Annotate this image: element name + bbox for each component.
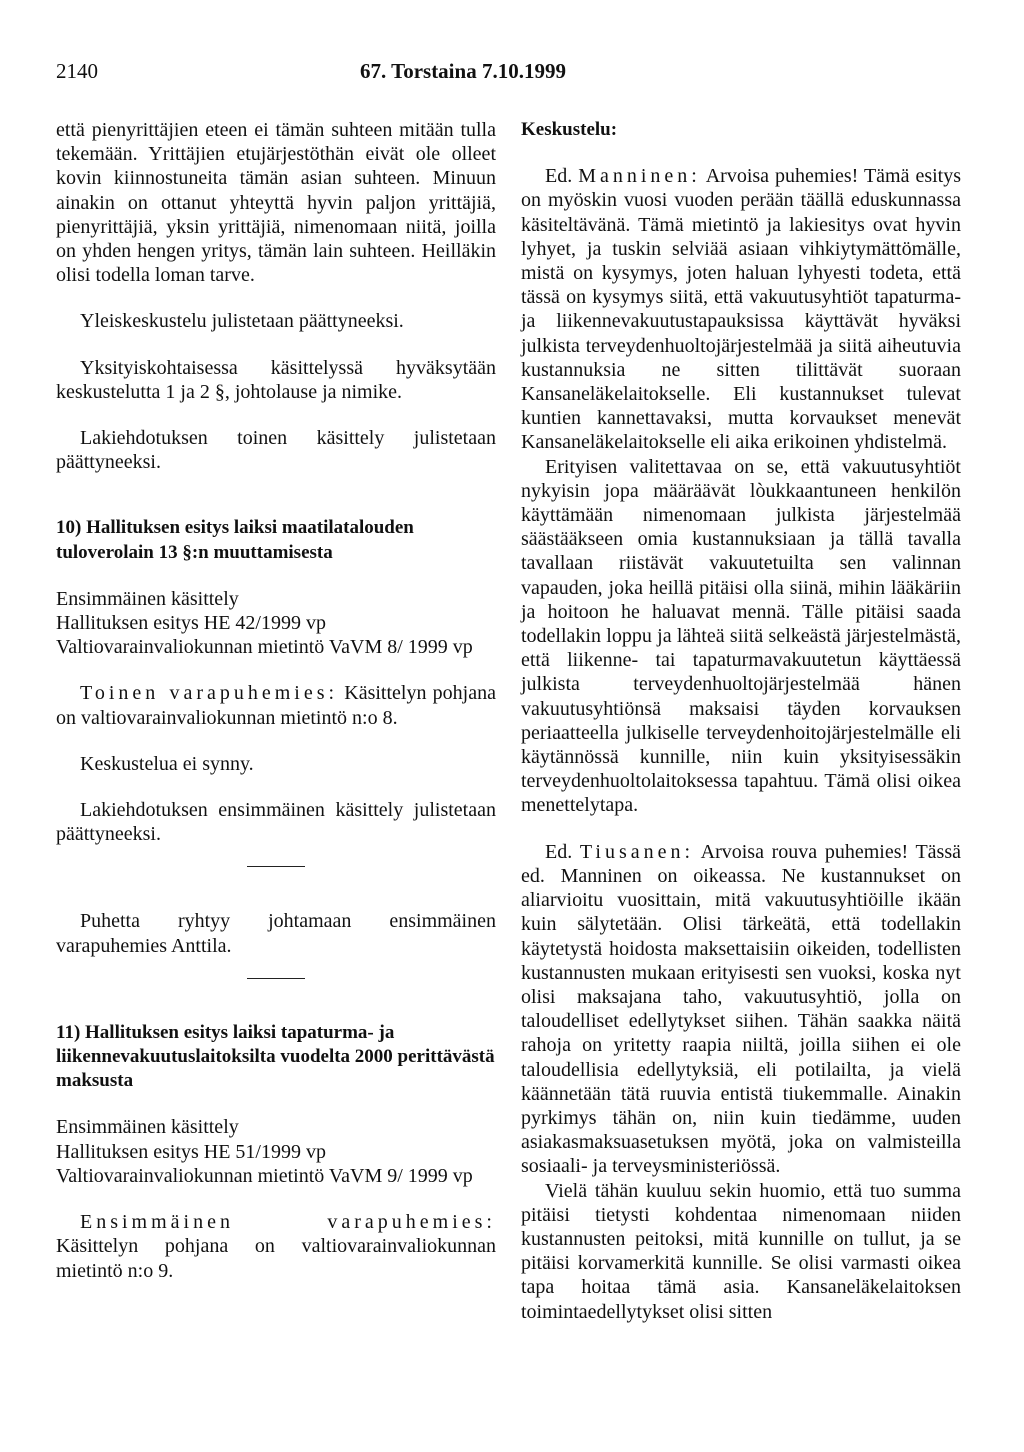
first-reading-closed: Lakiehdotuksen ensimmäinen käsittely julistetaan päättyneeksi.	[56, 799, 496, 846]
discussion-label: Keskustelu:	[521, 119, 618, 140]
chair-statement-10	[56, 681, 496, 729]
speech-text: Käsittelyn pohjana on valtiovarainvaliokunnan mietintö n:o 9.	[56, 1235, 496, 1282]
government-proposal: Hallituksen esitys HE 42/1999 vp	[56, 612, 326, 635]
chair-statement-11	[56, 1210, 496, 1283]
speaker-name: Tiusanen:	[579, 840, 695, 863]
speaker-prefix: Ed.	[545, 840, 580, 863]
speech-text: Arvoisa puhemies! Tämä esitys on myöskin vuosi vuoden perään täällä eduskunnassa käsiteltävänä. Tämä mietintö ja lakiesitys ovat hyvin lyhyet, ja tuskin selviää asiaan vihkiytymättömälle, mistä on kysymys, joten haluan lyhyesti todeta, että tässä on kysymys siitä, että vakuutusyhtiöt tapaturma- ja liikennevakuutustapauksissa käyttävät hyväksi julkista terveydenhuoltojärjestelmää ja siitä aiheutuvia kustannuksia ne sitten tilittävät suoraan Kansaneläkelaitokselle. Eli kustannukset tulevat kuntien kannettavaksi, mutta korvaukset menevät Kansaneläkelaitokselle eli aika erikoinen yhdistelmä.	[521, 165, 962, 454]
committee-report: Valtiovarainvaliokunnan mietintö VaVM 8/ 1999 vp	[56, 636, 473, 659]
reading-label: Ensimmäinen käsittely	[56, 1116, 239, 1139]
speaker-name: Manninen:	[578, 165, 701, 188]
item-10-heading: 10) Hallituksen esitys laiksi maatilatalouden tuloverolain 13 §:n muuttamisesta	[56, 517, 414, 563]
paragraph-continuation: että pienyrittäjien eteen ei tämän suhteen mitään tulla tekemään. Yrittäjien etujärjestöthän eivät ole olleet kovin kiinnostuneita tämän asian suhteen. Minuun ainakin on ottanut yhteyttä hyvin paljon yrittäjiä, pienyrittäjiä, yksin yrittäjiä, nimenomaan niitä, joilla on yhden hengen yritys, tämän lain suhteen. Heilläkin olisi todella loman tarve.	[56, 119, 496, 287]
speaker-name: Ensimmäinen varapuhemies:	[80, 1211, 496, 1234]
reading-label: Ensimmäinen käsittely	[56, 587, 239, 610]
section-divider	[247, 866, 305, 867]
speech-text: Arvoisa rouva puhemies! Tässä ed. Manninen on oikeassa. Ne kustannukset on aliarvioitu vuosittain, mitä vakuutusyhtiöille ikään kuin sälytetään. Olisi tärkeätä, että todellakin käytetystä hoidosta maksettaisiin oikeiden, todellisten kustannusten mukaan erityisesti sen vuoksi, koska nyt olisi maksajana taho, vakuutusyhtiö, jolla on taloudelliset edellytykset siihen. Tähän saakka näitä rahoja on yritetty raapia niiltä, joilla siihen ei ole taloudellisia edellytyksiä, eli potilailta, ja vielä käännetään tätä ruuvia entistä tiukemmalle. Ainakin pyrkimys tähän on, niin kuin tiedämme, uuden asiakasmaksuasetuksen myötä, joka on valmisteilla sosiaali- ja terveysministeriössä.	[521, 840, 961, 1178]
item-11-heading: 11) Hallituksen esitys laiksi tapaturma- ja liikennevakuutuslaitoksilta vuodelta 2000 perittävästä maksusta	[56, 1021, 495, 1092]
government-proposal: Hallituksen esitys HE 51/1999 vp	[56, 1140, 326, 1163]
speech-tiusanen	[521, 840, 961, 1179]
section-divider	[247, 978, 305, 979]
item-11-documents	[56, 1115, 496, 1188]
general-discussion-closed: Yleiskeskustelu julistetaan päättyneeksi.	[80, 310, 404, 333]
speech-tiusanen-continued: Vielä tähän kuuluu sekin huomio, että tuo summa pitäisi tietysti kohdentaa nimenomaan niiden kustannusten peitoksi, mitä kunnille on tullut, ja se pitäisi korvamerkitä kunnille. Se olisi varmasti oikea tapa hoitaa tämä asia. Kansaneläkelaitoksen toimintaedellytykset olisi sitten	[521, 1179, 961, 1323]
speech-text: Käsittelyn pohjana on valtiovarainvaliokunnan mietintö n:o 8.	[56, 682, 496, 729]
committee-report: Valtiovarainvaliokunnan mietintö VaVM 9/ 1999 vp	[56, 1164, 473, 1187]
speech-manninen	[521, 164, 961, 454]
speech-manninen-continued: Erityisen valitettavaa on se, että vakuutusyhtiöt nykyisin jopa määräävät lòukkaantuneen henkilön käyttämään nimenomaan julkista järjestelmää säästääkseen omia kustannuksiaan ja tällä tavalla tavallaan riistävät vakuutetuilta sen valinnan vapauden, joka heillä pitäisi olla siinä, mihin lääkäriin ja hoitoon he haluavat mennä. Tälle pitäisi saada todellakin loppu ja lähteä siitä selkeästä järjestelmästä, että liikenne- tai tapaturmavakuutetun käyttäessä julkista terveydenhuoltojärjestelmää hänen vakuutusyhtiönsä maksaisi täyden korvauksen periaatteella julkiselle terveydenhoitojärjestelmälle eli käytännössä kunnille, niin kuin yksityisessäkin terveydenhuoltolaitoksessa tapahtuu. Tämä olisi oikea menettelytapa.	[521, 455, 961, 817]
no-discussion: Keskustelua ei synny.	[80, 752, 254, 775]
page-number: 2140	[56, 59, 98, 83]
running-header: 67. Torstaina 7.10.1999	[360, 59, 566, 83]
speaker-name: Toinen varapuhemies:	[80, 682, 339, 705]
second-reading-closed: Lakiehdotuksen toinen käsittely julistetaan päättyneeksi.	[56, 427, 496, 474]
chair-change: Puhetta ryhtyy johtamaan ensimmäinen varapuhemies Anttila.	[56, 910, 496, 957]
speaker-prefix: Ed.	[545, 165, 579, 188]
right-column	[521, 118, 961, 1324]
detailed-reading: Yksityiskohtaisessa käsittelyssä hyväksytään keskustelutta 1 ja 2 §, johtolause ja nimike.	[56, 356, 496, 403]
left-column	[56, 118, 496, 1283]
item-10-documents	[56, 587, 496, 660]
